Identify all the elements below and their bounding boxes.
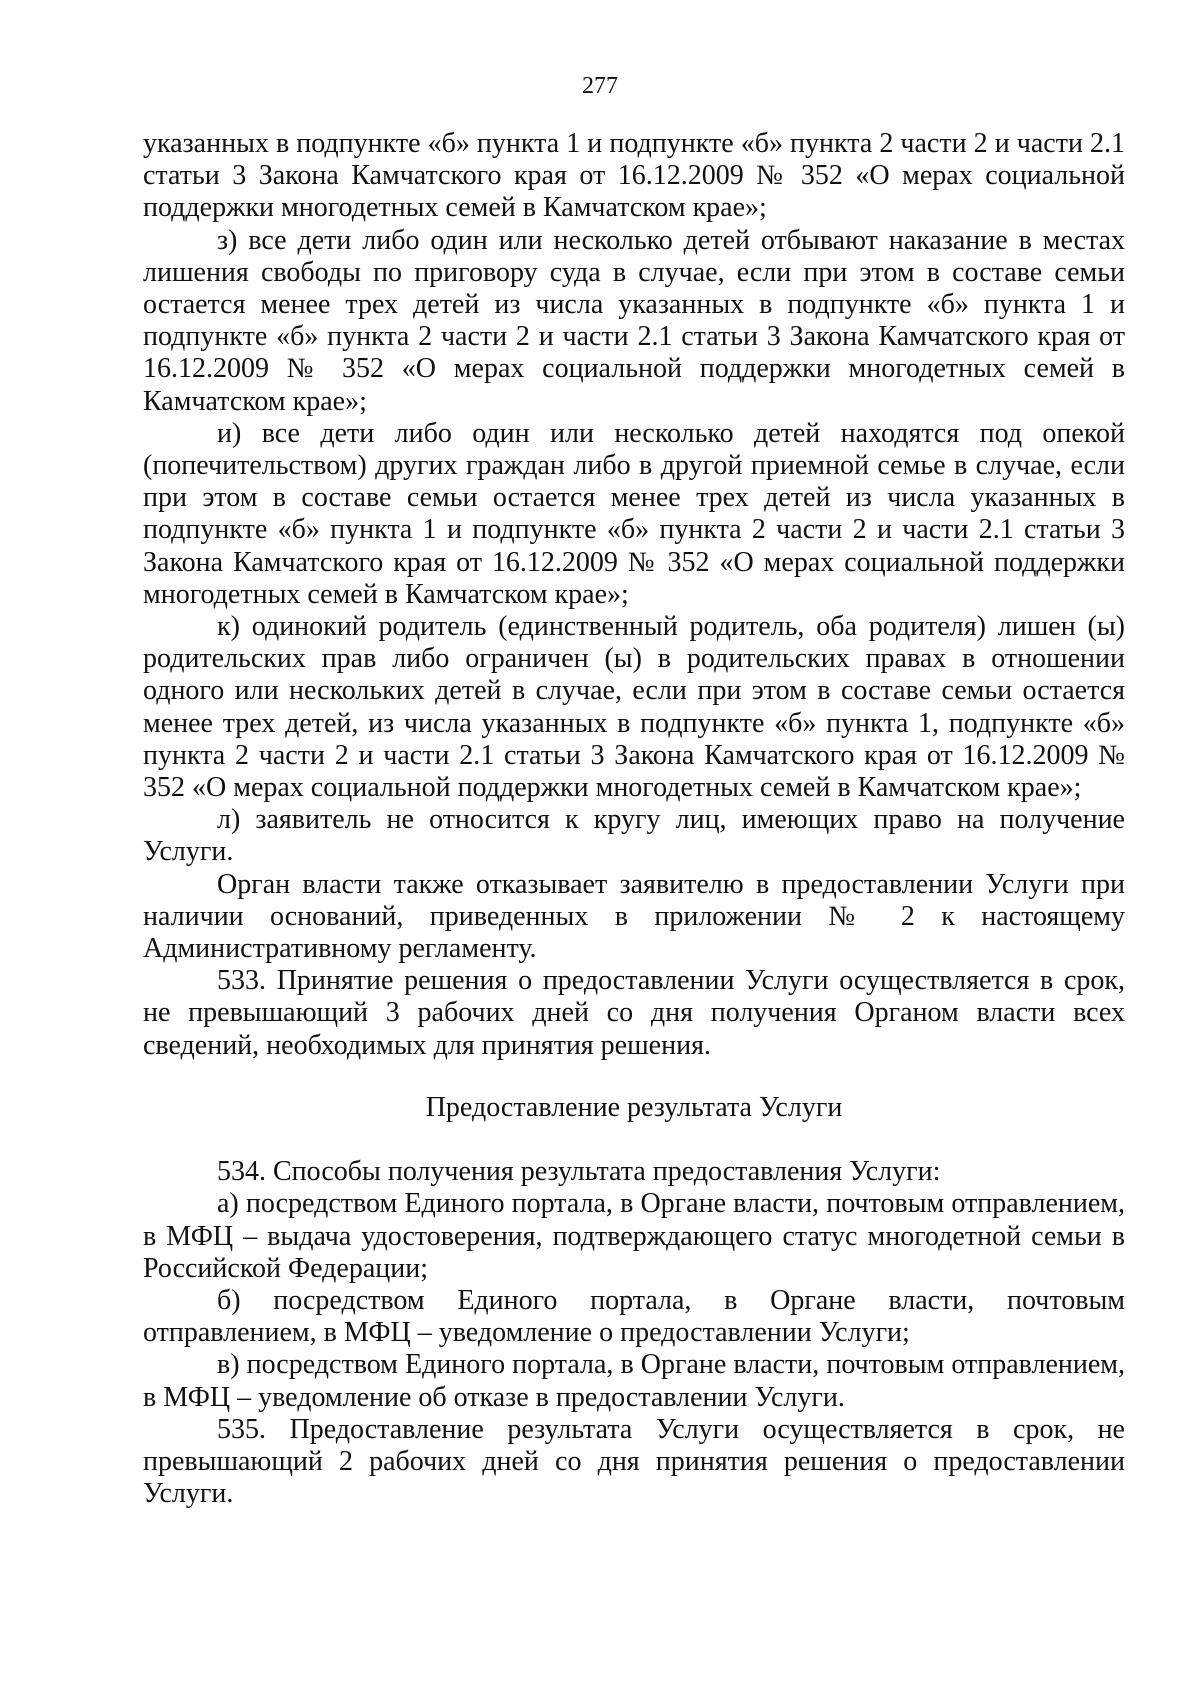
paragraph-item-k: к) одинокий родитель (единственный родитель, оба родителя) лишен (ы) родительских прав либо ограничен (ы) в родительских правах в отношении одного или нескольких детей в случае, если при этом в составе семьи остается менее трех детей, из числа указанных в подпункте «б» пункта 1, подпункте «б» пункта 2 части 2 и части 2.1 статьи 3 Закона Камчатского края от 16.12.2009 № 352 «О мерах социальной поддержки многодетных семей в Камчатском крае»;: [143, 611, 1125, 804]
paragraph-534-v: в) посредством Единого портала, в Органе власти, почтовым отправлением, в МФЦ – уведомление об отказе в предоставлении Услуги.: [143, 1349, 1125, 1413]
paragraph-item-l: л) заявитель не относится к кругу лиц, имеющих право на получение Услуги.: [143, 804, 1125, 868]
page-number: 277: [582, 73, 618, 99]
paragraph-item-z: з) все дети либо один или несколько детей отбывают наказание в местах лишения свободы по приговору суда в случае, если при этом в составе семьи остается менее трех детей из числа указанных в подпункте «б» пункта 1 и подпункте «б» пункта 2 части 2 и части 2.1 статьи 3 Закона Камчатского края от 16.12.2009 № 352 «О мерах социальной поддержки многодетных семей в Камчатском крае»;: [143, 224, 1125, 417]
document-body: [143, 128, 1125, 1510]
paragraph-continuation: указанных в подпункте «б» пункта 1 и подпункте «б» пункта 2 части 2 и части 2.1 статьи 3 Закона Камчатского края от 16.12.2009 № 352 «О мерах социальной поддержки многодетных семей в Камчатском крае»;: [143, 128, 1125, 224]
section-heading: Предоставление результата Услуги: [425, 1091, 843, 1123]
paragraph-534-b: б) посредством Единого портала, в Органе власти, почтовым отправлением, в МФЦ – уведомление о предоставлении Услуги;: [143, 1284, 1125, 1349]
paragraph-item-i: и) все дети либо один или несколько детей находятся под опекой (попечительством) других граждан либо в другой приемной семье в случае, если при этом в составе семьи остается менее трех детей из числа указанных в подпункте «б» пункта 1 и подпункте «б» пункта 2 части 2 и части 2.1 статьи 3 Закона Камчатского края от 16.12.2009 № 352 «О мерах социальной поддержки многодетных семей в Камчатском крае»;: [143, 417, 1125, 610]
paragraph-535: 535. Предоставление результата Услуги осуществляется в срок, не превышающий 2 рабочих дней со дня принятия решения о предоставлении Услуги.: [143, 1413, 1125, 1510]
paragraph-refusal-grounds: Орган власти также отказывает заявителю в предоставлении Услуги при наличии оснований, приведенных в приложении № 2 к настоящему Административному регламенту.: [143, 868, 1125, 965]
paragraph-534-a: а) посредством Единого портала, в Органе власти, почтовым отправлением, в МФЦ – выдача удостоверения, подтверждающего статус многодетной семьи в Российской Федерации;: [143, 1188, 1125, 1284]
paragraph-534: 534. Способы получения результата предоставления Услуги:: [217, 1156, 941, 1188]
paragraph-533: 533. Принятие решения о предоставлении Услуги осуществляется в срок, не превышающий 3 рабочих дней со дня получения Органом власти всех сведений, необходимых для принятия решения.: [143, 965, 1125, 1061]
